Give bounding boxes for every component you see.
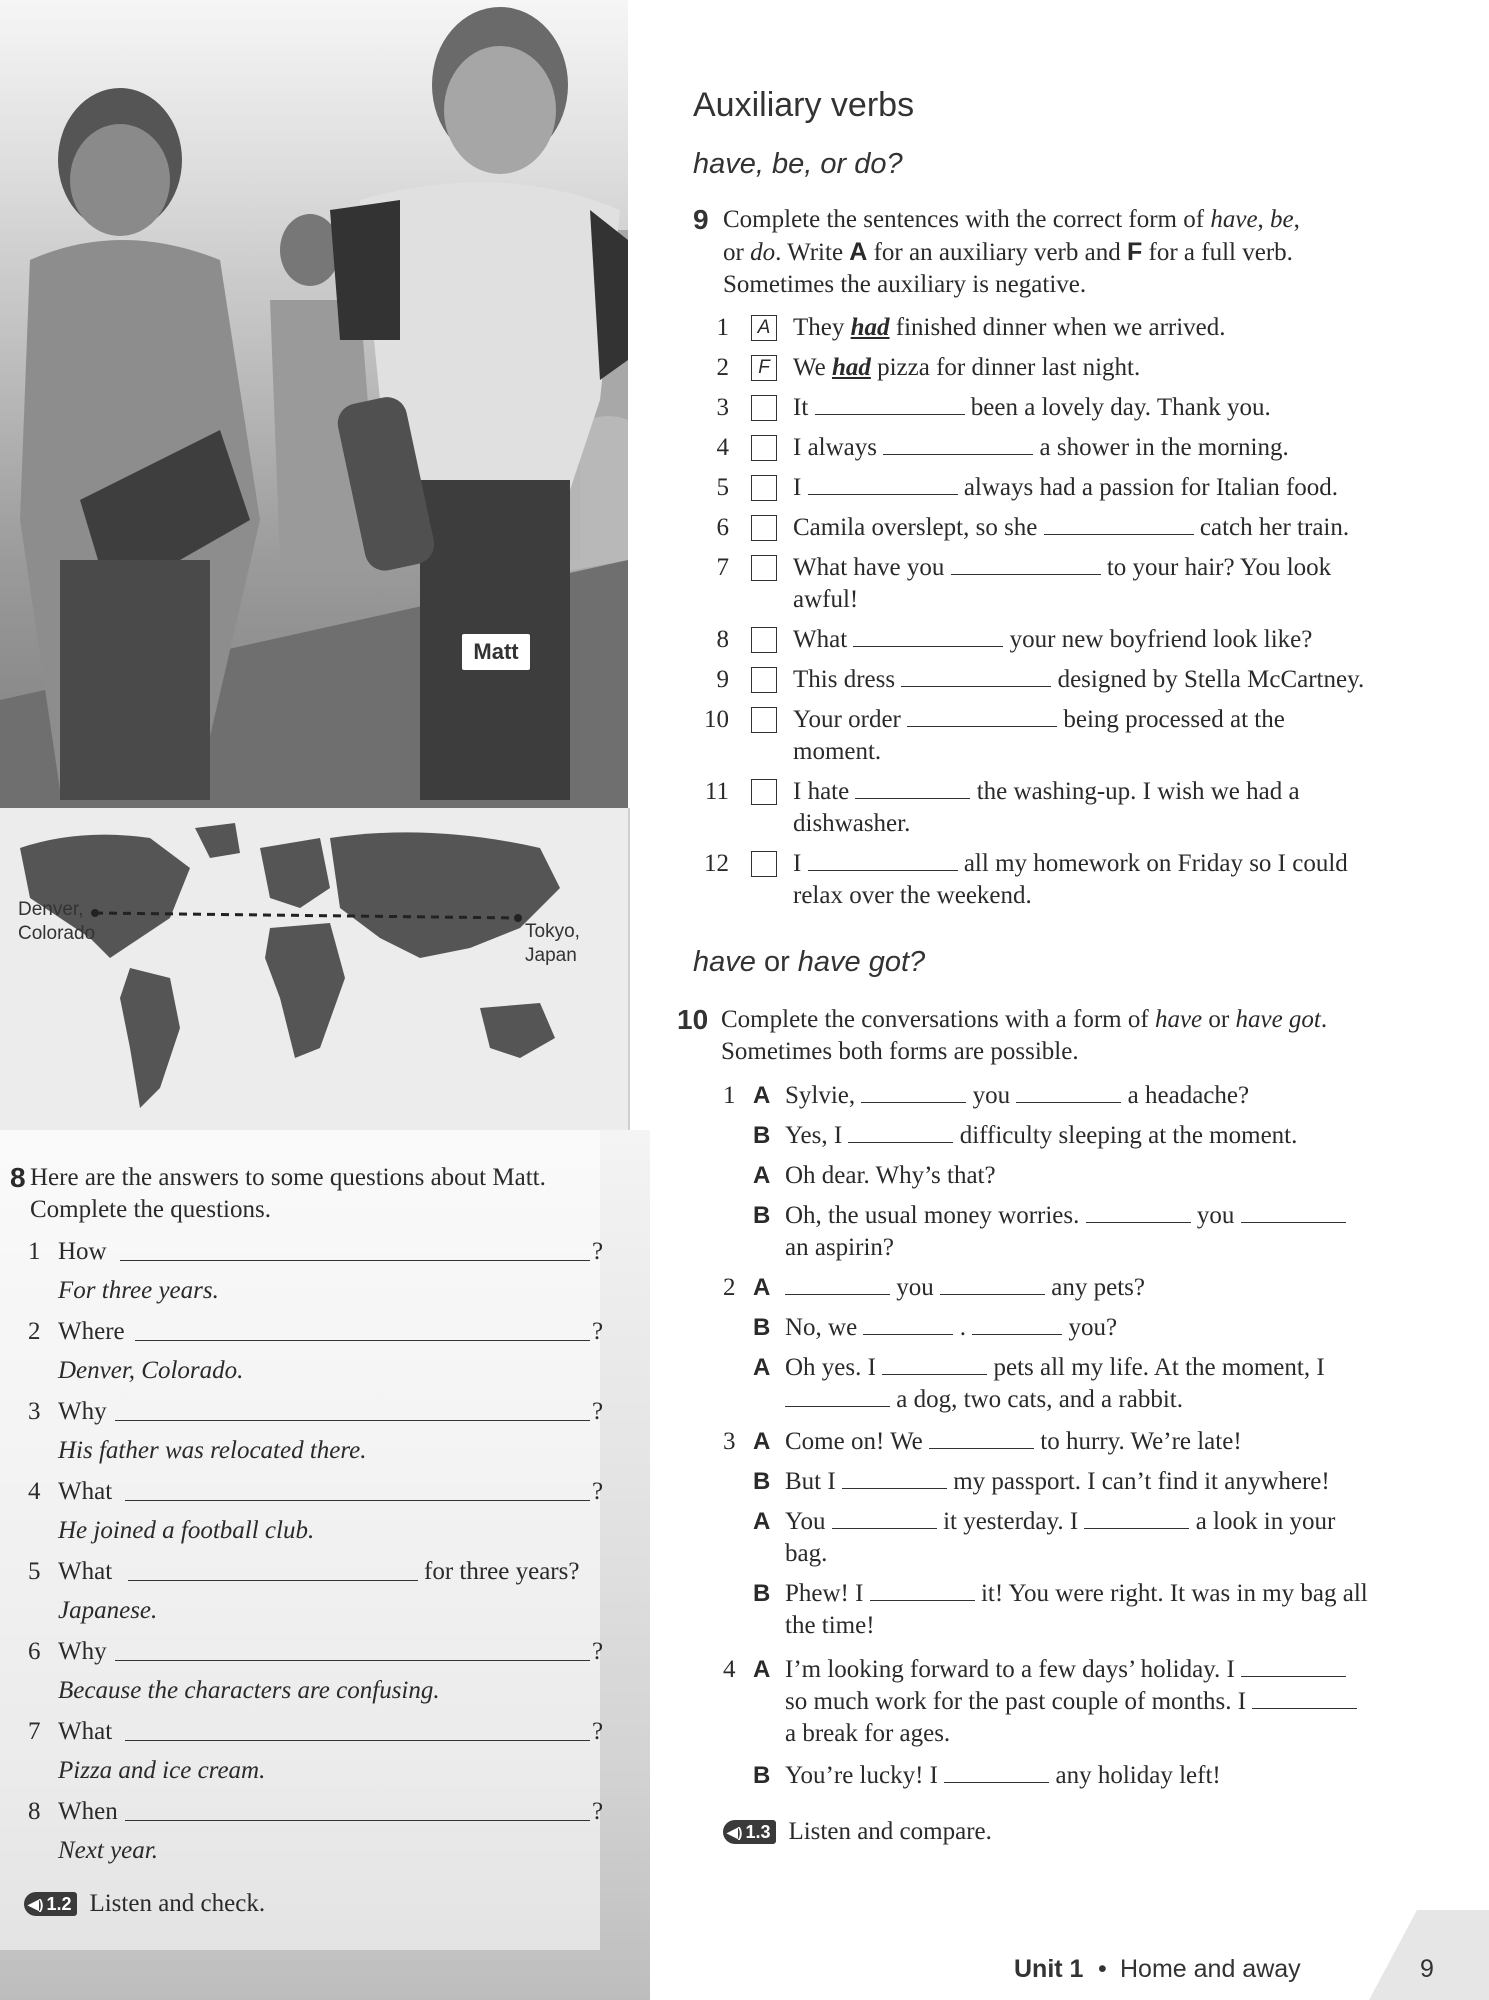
item-text: being processed at the [1057, 706, 1285, 733]
line-text: Yes, I [785, 1122, 849, 1149]
question-number: 8 [28, 1798, 41, 1825]
filled-answer: had [831, 354, 871, 381]
intro-text: . [1320, 1006, 1328, 1033]
answer-blank[interactable] [1084, 1506, 1189, 1529]
speaker-label: B [753, 1202, 771, 1229]
question-2 [10, 1312, 610, 1352]
answer-blank[interactable] [940, 1272, 1045, 1295]
answer-3: His father was relocated there. [58, 1437, 367, 1464]
item-text: Camila overslept, so she [793, 514, 1044, 541]
answer-blank[interactable] [832, 1506, 937, 1529]
intro-text: or [1202, 1006, 1236, 1033]
line-text: Oh dear. Why’s that? [785, 1162, 996, 1189]
subheading-word: have got? [797, 946, 926, 978]
answer-blank[interactable] [848, 1120, 953, 1143]
question-1 [10, 1232, 610, 1272]
line-text: Oh, the usual money worries. [785, 1202, 1086, 1229]
item-number: 11 [704, 778, 729, 805]
answer-blank[interactable] [853, 624, 1003, 647]
item-number: 9 [716, 666, 729, 693]
item-number: 5 [716, 474, 729, 501]
answer-blank[interactable] [125, 1500, 590, 1501]
subheading-have-be-do: have, be, or do? [693, 148, 903, 180]
line-text: a break for ages. [785, 1720, 951, 1747]
conversation-number: 4 [723, 1656, 736, 1683]
speaker-label: A [753, 1274, 771, 1301]
answer-blank[interactable] [1252, 1686, 1357, 1709]
intro-text: for a full verb. [1142, 239, 1293, 266]
item-text: They [793, 314, 851, 341]
question-word: What [58, 1558, 113, 1585]
line-text: I’m looking forward to a few days’ holiday. I [785, 1656, 1242, 1683]
audio-row[interactable] [723, 1816, 992, 1848]
item-text: finished dinner when we arrived. [889, 314, 1226, 341]
speaker-icon: ◀) [28, 1896, 44, 1912]
answer-box[interactable] [751, 627, 777, 653]
photo-skateboarders [0, 0, 628, 808]
line-text: pets all my life. At the moment, I [987, 1354, 1325, 1381]
item-text: all my homework on Friday so I could [957, 850, 1348, 877]
speaker-label: A [753, 1508, 771, 1535]
line-text: Phew! I [785, 1580, 870, 1607]
audio-instruction: Listen and compare. [788, 1818, 992, 1845]
answer-blank[interactable] [815, 392, 965, 415]
question-number: 7 [28, 1718, 41, 1745]
item-text: always had a passion for Italian food. [957, 474, 1339, 501]
line-text: Sylvie, [785, 1082, 862, 1109]
line-text: any holiday left! [1049, 1762, 1221, 1789]
footer-title: Home and away [1120, 1955, 1301, 1983]
answer-box[interactable] [751, 707, 777, 733]
speaker-label: B [753, 1468, 771, 1495]
intro-word-have: have [1154, 1006, 1203, 1033]
intro-text: , [1257, 206, 1271, 233]
intro-text: , [1293, 206, 1300, 233]
line-text: you [890, 1274, 940, 1301]
line-text: you? [1062, 1314, 1118, 1341]
item-text: your new boyfriend look like? [1003, 626, 1313, 653]
line-text: You [785, 1508, 832, 1535]
item-text: We [793, 354, 832, 381]
conversation-number: 3 [723, 1428, 736, 1455]
footer-unit: Unit 1 [1014, 1955, 1084, 1983]
item-text: This dress [793, 666, 902, 693]
line-text: an aspirin? [785, 1234, 894, 1261]
question-3 [10, 1392, 610, 1432]
answer-blank[interactable] [883, 432, 1033, 455]
line-text: my passport. I can’t find it anywhere! [946, 1468, 1330, 1495]
item-text: What [793, 626, 854, 653]
answer-blank[interactable] [951, 552, 1101, 575]
item-number: 6 [716, 514, 729, 541]
question-suffix: ? [592, 1638, 604, 1665]
question-number: 4 [28, 1478, 41, 1505]
speaker-label: B [753, 1762, 771, 1789]
item-text: What have you [793, 554, 951, 581]
intro-word-have: have [1210, 206, 1258, 233]
answer-box[interactable] [751, 851, 777, 877]
exercise-10-number: 10 [677, 1004, 709, 1035]
item-number: 2 [716, 354, 729, 381]
question-suffix: ? [592, 1238, 604, 1265]
subheading-have-or-have-got [693, 946, 925, 979]
answer-blank[interactable] [808, 472, 958, 495]
item-number: 4 [716, 434, 729, 461]
subheading-word: or [755, 946, 798, 978]
line-text: the time! [785, 1612, 875, 1639]
answer-5: Japanese. [58, 1597, 158, 1624]
line-text: any pets? [1045, 1274, 1145, 1301]
question-word: Why [58, 1638, 107, 1665]
line-text: you [1190, 1202, 1241, 1229]
answer-2: Denver, Colorado. [58, 1357, 244, 1384]
answer-blank[interactable] [882, 1352, 987, 1375]
item-text: the washing-up. I wish we had a [970, 778, 1300, 805]
item-text: It [793, 394, 815, 421]
item-text: I always [793, 434, 884, 461]
world-map [0, 808, 630, 1130]
question-suffix: ? [592, 1318, 604, 1345]
question-4 [10, 1472, 610, 1512]
item-number: 10 [704, 706, 729, 733]
speaker-label: A [753, 1354, 771, 1381]
map-label-denver: Denver, Colorado [18, 899, 96, 944]
exercise-10-intro [721, 1004, 1441, 1068]
line-text: a dog, two cats, and a rabbit. [890, 1386, 1183, 1413]
line-text: a headache? [1121, 1082, 1250, 1109]
line-text: to hurry. We’re late! [1034, 1428, 1242, 1455]
line-text: it yesterday. I [936, 1508, 1085, 1535]
line-text: You’re lucky! I [785, 1762, 945, 1789]
intro-text: Complete the sentences with the correct form of [723, 206, 1211, 233]
answer-blank[interactable] [125, 1820, 590, 1821]
intro-word-be: be [1270, 206, 1294, 233]
speaker-label: B [753, 1314, 771, 1341]
item-number: 3 [716, 394, 729, 421]
answer-blank[interactable] [901, 664, 1051, 687]
intro-text: Sometimes the auxiliary is negative. [723, 271, 1087, 298]
answer-blank[interactable] [808, 848, 958, 871]
intro-text: . Write [775, 239, 850, 266]
answer-blank[interactable] [842, 1466, 947, 1489]
item-text: to your hair? You look [1100, 554, 1332, 581]
question-5 [10, 1552, 610, 1592]
answer-blank[interactable] [972, 1312, 1062, 1335]
question-suffix: ? [592, 1798, 604, 1825]
item-text: Your order [793, 706, 908, 733]
answer-blank[interactable] [125, 1740, 590, 1741]
answer-blank[interactable] [907, 704, 1057, 727]
answer-blank[interactable] [863, 1312, 953, 1335]
item-text: awful! [793, 586, 859, 613]
line-text: No, we [785, 1314, 864, 1341]
answer-blank[interactable] [135, 1340, 590, 1341]
item-number: 1 [716, 314, 729, 341]
question-suffix: ? [592, 1398, 604, 1425]
intro-text: or [723, 239, 751, 266]
answer-blank[interactable] [870, 1578, 975, 1601]
intro-word-do: do [750, 239, 776, 266]
answer-blank[interactable] [944, 1760, 1049, 1783]
answer-8: Next year. [58, 1837, 158, 1864]
answer-blank[interactable] [855, 776, 970, 799]
speaker-label: B [753, 1122, 771, 1149]
audio-track-code: 1.2 [46, 1894, 72, 1914]
answer-box[interactable] [751, 667, 777, 693]
exercise-8 [10, 1162, 610, 1920]
question-word: When [58, 1798, 118, 1825]
answer-box[interactable] [751, 475, 777, 501]
question-suffix: ? [592, 1478, 604, 1505]
question-number: 5 [28, 1558, 41, 1585]
answer-blank[interactable] [785, 1384, 890, 1407]
speaker-label: A [753, 1162, 771, 1189]
audio-listen-check[interactable] [24, 1888, 265, 1920]
line-text: Come on! We [785, 1428, 930, 1455]
answer-blank[interactable] [120, 1260, 590, 1261]
line-text: But I [785, 1468, 842, 1495]
item-text: pizza for dinner last night. [870, 354, 1141, 381]
line-text: Oh yes. I [785, 1354, 883, 1381]
item-text: a shower in the morning. [1033, 434, 1289, 461]
answer-blank[interactable] [115, 1660, 590, 1661]
answer-7: Pizza and ice cream. [58, 1757, 266, 1784]
answer-box[interactable]: F [751, 355, 777, 381]
audio-track-code: 1.3 [745, 1822, 771, 1842]
map-label-tokyo: Tokyo, Japan [525, 921, 580, 966]
intro-word-have-got: have got [1235, 1006, 1321, 1033]
item-text: I [793, 474, 808, 501]
intro-letter-a: A [849, 238, 868, 266]
line-text: you [966, 1082, 1017, 1109]
question-word: What [58, 1478, 113, 1505]
intro-text: for an auxiliary verb and [867, 239, 1127, 266]
audio-track-badge[interactable] [723, 1820, 776, 1844]
answer-box[interactable] [751, 779, 777, 805]
question-number: 6 [28, 1638, 41, 1665]
item-number: 12 [704, 850, 729, 877]
footer-separator: • [1098, 1955, 1107, 1983]
answer-blank[interactable] [1016, 1080, 1121, 1103]
intro-text: Complete the conversations with a form of [721, 1006, 1155, 1033]
page-number: 9 [1420, 1955, 1434, 1983]
item-text: I [793, 850, 808, 877]
item-text: dishwasher. [793, 810, 911, 837]
answer-blank[interactable] [785, 1272, 890, 1295]
speaker-label: A [753, 1082, 771, 1109]
answer-4: He joined a football club. [58, 1517, 315, 1544]
exercise-9-intro [723, 204, 1443, 301]
answer-blank[interactable] [861, 1080, 966, 1103]
question-suffix: ? [592, 1718, 604, 1745]
question-suffix: for three years? [424, 1558, 580, 1585]
item-text: I hate [793, 778, 856, 805]
intro-text: Sometimes both forms are possible. [721, 1038, 1079, 1065]
item-text: relax over the weekend. [793, 882, 1032, 909]
question-word: What [58, 1718, 113, 1745]
answer-box[interactable]: A [751, 315, 777, 341]
answer-6: Because the characters are confusing. [58, 1677, 440, 1704]
map-illustration [0, 808, 628, 1130]
answer-blank[interactable] [1086, 1200, 1191, 1223]
filled-answer: had [850, 314, 890, 341]
answer-blank[interactable] [115, 1420, 590, 1421]
question-8 [10, 1792, 610, 1832]
exercise-8-number: 8 [10, 1162, 26, 1193]
question-number: 1 [28, 1238, 41, 1265]
line-text: difficulty sleeping at the moment. [953, 1122, 1298, 1149]
answer-box[interactable] [751, 555, 777, 581]
speaker-label: A [753, 1428, 771, 1455]
speaker-icon: ◀) [727, 1824, 743, 1840]
audio-track-badge[interactable] [24, 1892, 77, 1916]
question-number: 3 [28, 1398, 41, 1425]
conversation-number: 1 [723, 1082, 736, 1109]
item-number: 7 [716, 554, 729, 581]
answer-blank[interactable] [929, 1426, 1034, 1449]
item-text: catch her train. [1193, 514, 1350, 541]
subheading-word: have [693, 946, 756, 978]
exercise-9-number: 9 [693, 204, 709, 235]
answer-blank[interactable] [128, 1580, 418, 1581]
section-heading: Auxiliary verbs [693, 86, 915, 124]
line-text: a look in your [1189, 1508, 1336, 1535]
conversation-number: 2 [723, 1274, 736, 1301]
answer-1: For three years. [58, 1277, 219, 1304]
speaker-label: A [753, 1656, 771, 1683]
answer-blank[interactable] [1241, 1654, 1346, 1677]
answer-box[interactable] [751, 395, 777, 421]
line-text: . [953, 1314, 973, 1341]
question-6 [10, 1632, 610, 1672]
matt-label: Matt [462, 634, 530, 670]
question-word: Why [58, 1398, 107, 1425]
answer-blank[interactable] [1241, 1200, 1346, 1223]
item-text: designed by Stella McCartney. [1051, 666, 1365, 693]
question-7 [10, 1712, 610, 1752]
question-number: 2 [28, 1318, 41, 1345]
exercise-8-intro: Here are the answers to some questions about Matt. Complete the questions. [30, 1164, 546, 1223]
item-text: been a lovely day. Thank you. [964, 394, 1271, 421]
intro-letter-f: F [1126, 238, 1143, 266]
question-word: Where [58, 1318, 125, 1345]
speaker-label: B [753, 1580, 771, 1607]
answer-box[interactable] [751, 435, 777, 461]
question-word: How [58, 1238, 107, 1265]
answer-blank[interactable] [1044, 512, 1194, 535]
audio-instruction: Listen and check. [89, 1890, 266, 1917]
answer-box[interactable] [751, 515, 777, 541]
line-text: so much work for the past couple of months. I [785, 1688, 1253, 1715]
line-text: it! You were right. It was in my bag all [974, 1580, 1368, 1607]
item-number: 8 [716, 626, 729, 653]
line-text: bag. [785, 1540, 828, 1567]
photo-illustration [0, 0, 628, 808]
item-text: moment. [793, 738, 882, 765]
